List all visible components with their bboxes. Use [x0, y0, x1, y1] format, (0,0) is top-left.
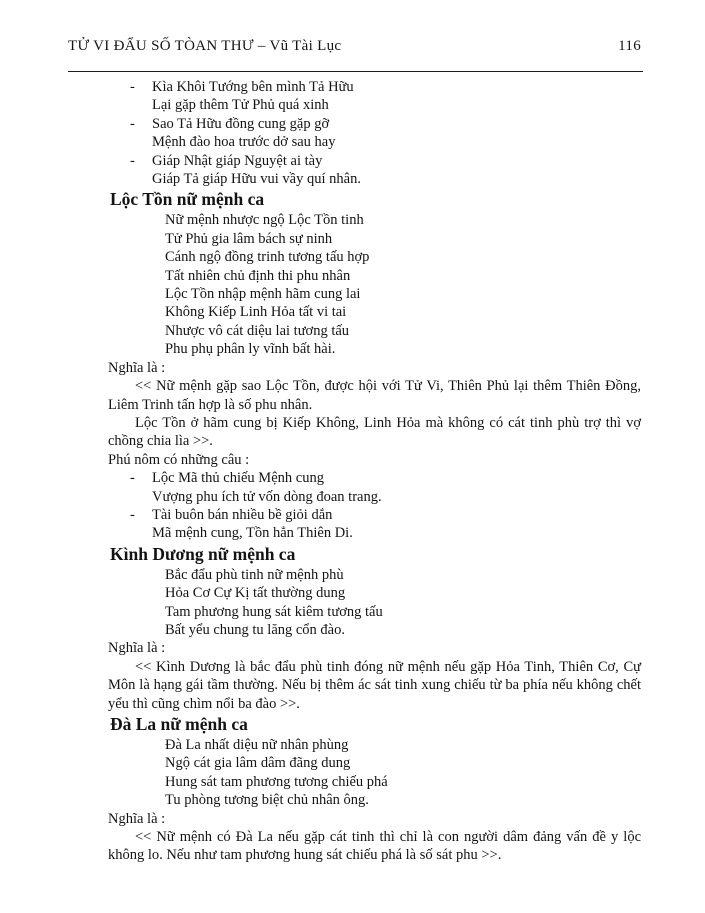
poem-line: Lộc Tồn nhập mệnh hãm cung lai — [165, 286, 361, 303]
poem-line: Bất yểu chung tu lăng cổn đào. — [165, 621, 345, 638]
phu-nom-verse-item — [108, 506, 641, 543]
verse-line: Tài buôn bán nhiều bề giỏi dắn — [152, 506, 333, 523]
verse-dash: - — [130, 115, 135, 132]
poem-line: Tu phòng tương biệt chủ nhân ông. — [165, 792, 369, 809]
poem-block — [108, 211, 641, 358]
section-heading: Lộc Tồn nữ mệnh ca — [110, 189, 265, 210]
poem-line: Không Kiếp Linh Hỏa tất vi tai — [165, 304, 347, 321]
verse-dash: - — [130, 152, 135, 169]
poem-line: Cánh ngộ đồng trinh tương tấu hợp — [165, 249, 370, 266]
poem-line: Hỏa Cơ Cự Kị tất thường dung — [165, 585, 346, 602]
intro-verse-item — [108, 115, 641, 152]
meaning-paragraph: Lộc Tồn ở hãm cung bị Kiếp Không, Linh Hỏa mà không có cát tinh phù trợ thì vợ chồng chia lìa >>. — [108, 414, 641, 450]
verse-dash: - — [130, 79, 135, 95]
meaning-paragraph: << Nữ mệnh gặp sao Lộc Tồn, được hội với Tử Vi, Thiên Phủ lại thêm Thiên Đồng, Liêm Trinh tấn hợp là số phu nhân. — [108, 378, 641, 413]
poem-line: Ngộ cát gia lâm dâm đãng dung — [165, 755, 351, 772]
poem-block — [108, 566, 641, 640]
verse-line: Lộc Mã thủ chiếu Mệnh cung — [152, 470, 324, 487]
poem-line: Tất nhiên chủ định thi phu nhân — [165, 267, 351, 284]
phu-nom-label: Phú nôm có những câu : — [108, 451, 250, 468]
poem-line: Hung sát tam phương tương chiếu phá — [165, 773, 388, 790]
verse-line: Lại gặp thêm Tử Phủ quá xinh — [152, 97, 329, 114]
verse-line: Sao Tả Hữu đồng cung gặp gỡ — [152, 115, 330, 132]
meaning-paragraph: << Nữ mệnh có Đà La nếu gặp cát tinh thì chỉ là con người dâm đảng vấn đề y lộc không lo. Nếu như tam phương hung sát chiếu phá là số sát phu >>. — [108, 829, 641, 864]
poem-line: Nữ mệnh nhược ngộ Lộc Tồn tinh — [165, 212, 364, 229]
page-body — [108, 78, 641, 865]
poem-line: Đà La nhất diệu nữ nhân phùng — [165, 737, 349, 753]
verse-line: Mệnh đào hoa trước dở sau hay — [152, 134, 336, 151]
phu-nom-verse-item — [108, 469, 641, 506]
poem-line: Tam phương hung sát kiêm tương tấu — [165, 603, 383, 620]
verse-line: Kìa Khôi Tướng bên mình Tả Hữu — [152, 79, 354, 95]
poem-block — [108, 736, 641, 810]
meaning-label: Nghĩa là : — [108, 640, 166, 657]
intro-verse-item — [108, 152, 641, 189]
meaning-label: Nghĩa là : — [108, 810, 166, 827]
page-number: 116 — [618, 38, 641, 54]
section-heading: Kình Dương nữ mệnh ca — [110, 543, 296, 564]
page-header — [68, 38, 641, 55]
verse-line: Mã mệnh cung, Tồn hẳn Thiên Di. — [152, 525, 353, 542]
verse-dash: - — [130, 506, 135, 523]
verse-line: Giáp Nhật giáp Nguyệt ai tày — [152, 152, 323, 169]
poem-line: Bắc đẩu phù tinh nữ mệnh phù — [165, 566, 344, 583]
verse-dash: - — [130, 470, 135, 487]
meaning-label: Nghĩa là : — [108, 359, 166, 376]
verse-line: Vượng phu ích tử vốn dòng đoan trang. — [152, 488, 382, 505]
section-heading: Đà La nữ mệnh ca — [110, 714, 248, 734]
page-header-title: TỬ VI ĐẨU SỐ TÒAN THƯ – Vũ Tài Lục — [68, 38, 342, 54]
poem-line: Tử Phủ gia lâm bách sự ninh — [165, 230, 333, 247]
header-rule — [68, 71, 643, 72]
poem-line: Phu phụ phân ly vĩnh bất hài. — [165, 341, 336, 358]
verse-line: Giáp Tả giáp Hữu vui vầy quí nhân. — [152, 171, 361, 188]
meaning-paragraph: << Kình Dương là bắc đẩu phù tinh đóng nữ mệnh nếu gặp Hỏa Tinh, Thiên Cơ, Cự Môn là hạng gái tầm thường. Nếu bị thêm ác sát tinh xung chiếu từ ba phía nếu không chết yểu thì cũng chìm nổi ba đào >>. — [108, 658, 641, 712]
intro-verse-item — [108, 78, 641, 115]
poem-line: Nhược vô cát diệu lai tương tấu — [165, 322, 350, 339]
